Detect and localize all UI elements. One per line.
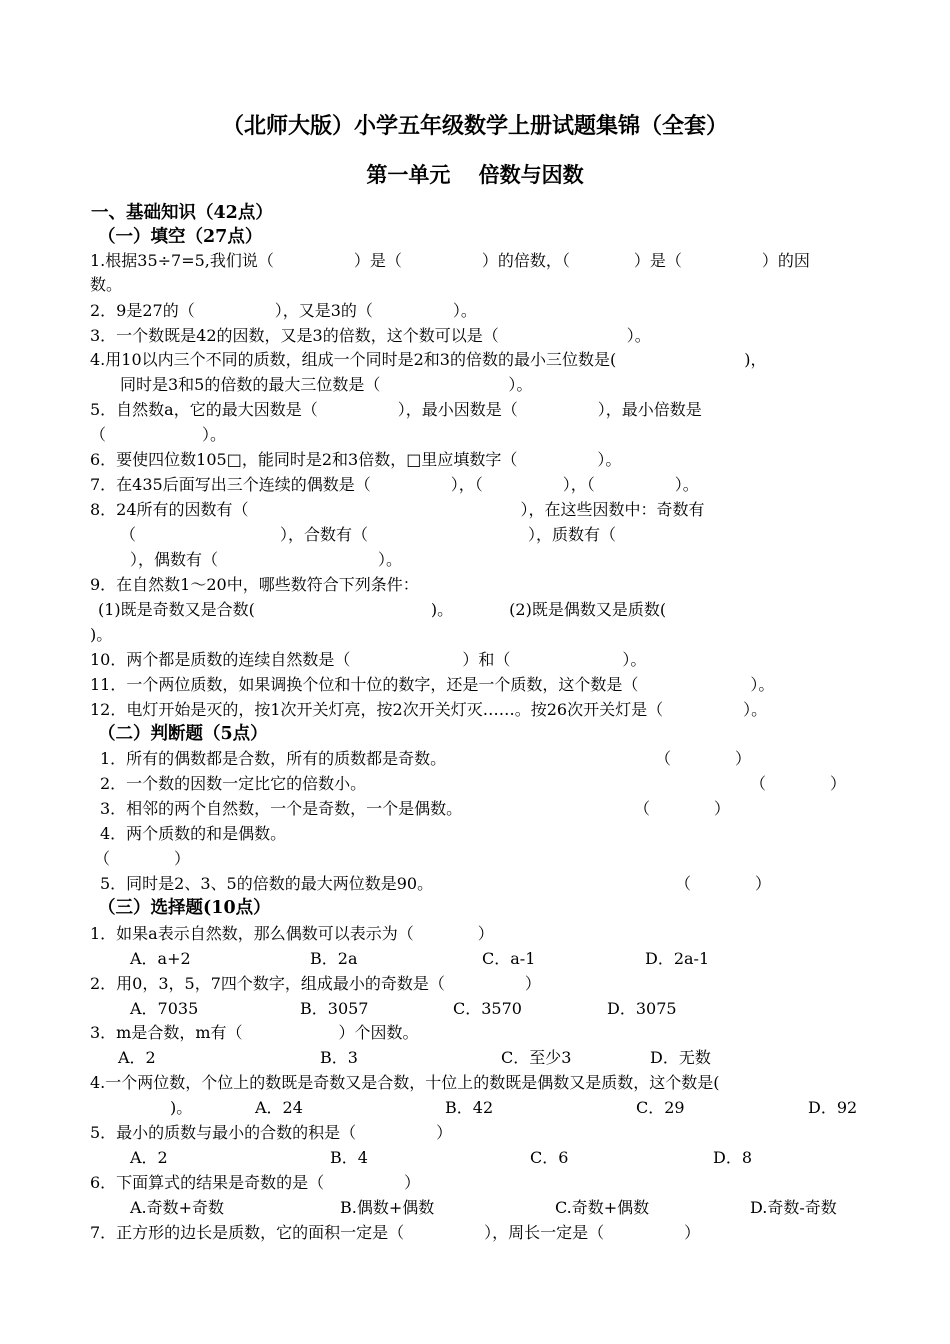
choice-q3-option-a: A．2 [118,1048,156,1067]
fill-q8-line2: （ ），合数有（ ），质数有（ [120,525,617,544]
choice-q3: 3．m是合数，m有（ ）个因数。 [90,1023,419,1042]
choice-q6-option-b: B.偶数+偶数 [340,1198,435,1217]
fill-q10: 10．两个都是质数的连续自然数是（ ）和（ ）。 [90,650,647,669]
fill-q12: 12．电灯开始是灭的，按1次开关灯亮，按2次开关灯灭……。按26次开关灯是（ ）。 [90,700,768,719]
choice-q4-option-a: A．24 [255,1098,303,1117]
judge-q2-answer: （ ） [750,774,847,793]
choice-q2-option-d: D．3075 [607,999,677,1018]
fill-q9-end: )。 [90,625,113,644]
unit-title: 第一单元 倍数与因数 [366,162,584,187]
fill-q11: 11．一个两位质数，如果调换个位和十位的数字，还是一个质数，这个数是（ ）。 [90,675,775,694]
choice-q5-option-d: D．8 [713,1148,753,1167]
fill-q9-part: (1)既是奇数又是合数( )。 (2)既是偶数又是质数( [98,600,667,619]
choice-q2-option-b: B．3057 [300,999,369,1018]
choice-q4-option-b: B．42 [445,1098,494,1117]
fill-q1-line2: 数。 [90,275,123,294]
choice-q5-option-b: B．4 [330,1148,368,1167]
fill-q8-line1: 8．24所有的因数有（ ），在这些因数中：奇数有 [90,500,705,519]
choice-q4-end: )。 [170,1098,193,1117]
choice-q1: 1．如果a表示自然数，那么偶数可以表示为（ ） [90,924,494,943]
choice-q1-option-a: A．a+2 [130,949,191,968]
choice-q3-option-b: B．3 [320,1048,358,1067]
fill-q4-line1: 4.用10以内三个不同的质数，组成一个同时是2和3的倍数的最小三位数是( )， [90,350,767,369]
judge-q5: 5．同时是2、3、5的倍数的最大两位数是90。 [100,874,434,893]
judge-q4: 4．两个质数的和是偶数。 [100,824,287,843]
fill-q4-line2: 同时是3和5的倍数的最大三位数是（ ）。 [120,375,533,394]
fill-q7: 7．在435后面写出三个连续的偶数是（ ），（ ），（ ）。 [90,475,699,494]
fill-q3: 3．一个数既是42的因数，又是3的倍数，这个数可以是（ ）。 [90,326,651,345]
choice-q7: 7．正方形的边长是质数，它的面积一定是（ ），周长一定是（ ） [90,1223,701,1242]
fill-q8-line3: ），偶数有（ ）。 [130,550,403,569]
judge-q3-answer: （ ） [634,799,731,818]
judge-q5-answer: （ ） [675,874,772,893]
judge-q3: 3．相邻的两个自然数，一个是奇数，一个是偶数。 [100,799,463,818]
subsection-heading-fill: （一）填空（27点） [98,227,263,247]
fill-q9: 9．在自然数1～20中，哪些数符合下列条件： [90,575,419,594]
judge-q1-answer: （ ） [655,749,752,768]
choice-q5-option-a: A．2 [130,1148,168,1167]
choice-q3-option-c: C．至少3 [501,1048,572,1067]
fill-q5-line2: （ ）。 [90,425,227,444]
document-title: （北师大版）小学五年级数学上册试题集锦（全套） [221,113,728,139]
choice-q6-option-a: A.奇数+奇数 [130,1198,225,1217]
subsection-heading-choice: （三）选择题(10点） [98,898,271,918]
choice-q1-option-d: D．2a-1 [645,949,710,968]
choice-q4-option-c: C．29 [636,1098,685,1117]
choice-q3-option-d: D．无数 [650,1048,711,1067]
fill-q2: 2．9是27的（ ），又是3的（ ）。 [90,301,477,320]
choice-q5-option-c: C．6 [530,1148,569,1167]
choice-q2: 2．用0，3，5，7四个数字，组成最小的奇数是（ ） [90,974,541,993]
judge-q4-answer: （ ） [94,849,191,868]
choice-q6-option-c: C.奇数+偶数 [555,1198,650,1217]
choice-q1-option-c: C．a-1 [482,949,536,968]
judge-q1: 1．所有的偶数都是合数，所有的质数都是奇数。 [100,749,447,768]
choice-q1-option-b: B．2a [310,949,358,968]
fill-q1-line1: 1.根据35÷7=5,我们说（ ）是（ ）的倍数，（ ）是（ ）的因 [90,251,810,270]
choice-q6: 6．下面算式的结果是奇数的是（ ） [90,1173,421,1192]
fill-q5-line1: 5．自然数a，它的最大因数是（ ），最小因数是（ ），最小倍数是 [90,400,702,419]
section-heading-basic: 一、基础知识（42点） [91,203,273,223]
choice-q5: 5．最小的质数与最小的合数的积是（ ） [90,1123,453,1142]
choice-q4-option-d: D．92 [808,1098,858,1117]
choice-q4: 4.一个两位数，个位上的数既是奇数又是合数，十位上的数既是偶数又是质数，这个数是( [90,1073,720,1092]
fill-q6: 6．要使四位数105□，能同时是2和3倍数，□里应填数字（ ）。 [90,450,622,469]
judge-q2: 2．一个数的因数一定比它的倍数小。 [100,774,367,793]
subsection-heading-judge: （二）判断题（5点） [98,724,268,744]
choice-q6-option-d: D.奇数-奇数 [750,1198,837,1217]
choice-q2-option-c: C．3570 [453,999,522,1018]
choice-q2-option-a: A．7035 [130,999,199,1018]
